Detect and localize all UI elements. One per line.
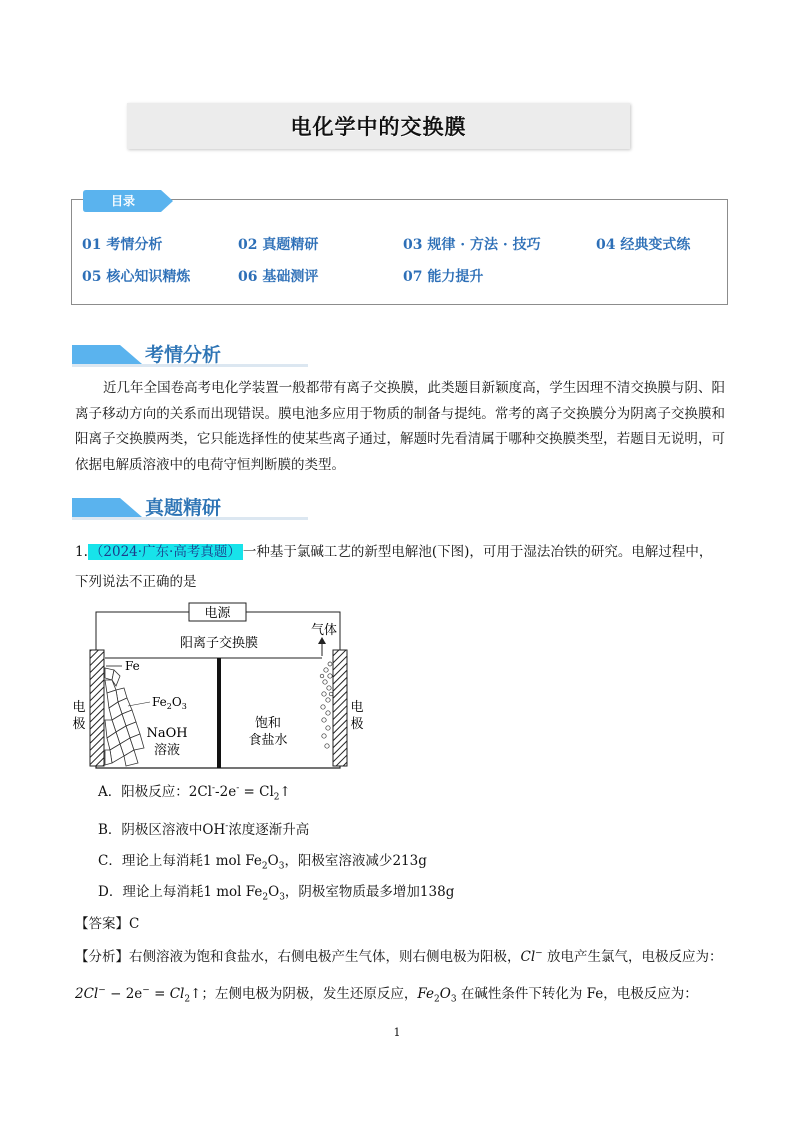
diagram-brine-label-1: 饱和 xyxy=(254,716,282,731)
question-stem: 一种基于氯碱工艺的新型电解池(下图)，可用于湿法冶铁的研究。电解过程中， xyxy=(242,544,713,560)
toc-item-4[interactable]: 04 经典变式练 xyxy=(596,237,691,253)
question-number: 1. xyxy=(75,544,88,560)
toc-item-6[interactable]: 06 基础测评 xyxy=(238,269,319,285)
section-title-analysis: 考情分析 xyxy=(145,344,222,366)
toc-item-1[interactable]: 01 考情分析 xyxy=(82,237,163,253)
answer-line xyxy=(75,912,139,932)
option-c[interactable]: C．理论上每消耗1 mol $Fe_2O_3$，阳极室溶液减少213g xyxy=(98,853,427,872)
section-title-exam: 真题精研 xyxy=(145,497,222,519)
page-title: 电化学中的交换膜 xyxy=(290,115,467,139)
diagram-right-electrode-label-1: 电 xyxy=(350,700,364,715)
diagram-fe2o3-label: $Fe_2O_3$ xyxy=(152,695,187,711)
diagram-naoh-solution-label: 溶液 xyxy=(153,743,181,758)
toc-item-3[interactable]: 03 规律 · 方法 · 技巧 xyxy=(403,237,541,253)
analysis-label: 【分析】 xyxy=(75,949,129,965)
diagram-gas-label: 气体 xyxy=(310,623,338,638)
diagram-power-label: 电源 xyxy=(204,606,231,621)
question-stem-line-1 xyxy=(75,540,712,560)
toc-item-2[interactable]: 02 真题精研 xyxy=(238,237,319,253)
option-a[interactable]: A．阳极反应：$2Cl^--2e^- = Cl_2↑$ xyxy=(98,783,291,803)
diagram-naoh-label: NaOH xyxy=(146,726,188,741)
toc-tag-label: 目录 xyxy=(110,194,135,208)
diagram-right-electrode-label-2: 极 xyxy=(350,717,364,732)
analysis-paragraph: 近几年全国卷高考电化学装置一般都带有离子交换膜，此类题目新颖度高，学生因理不清交换膜与阴、阳离子移动方向的关系而出现错误。膜电池多应用于物质的制备与提纯。常考的离子交换膜分为阴离子交换膜和阳离子交换膜两类，它只能选择性的使某些离子通过，解题时先看清属于哪种交换膜类型，若题目无说明，可依据电解质溶液中的电荷守恒判断膜的类型。 xyxy=(75,380,725,473)
diagram-brine-label-2: 食盐水 xyxy=(248,733,288,748)
toc-item-7[interactable]: 07 能力提升 xyxy=(403,269,484,285)
title-banner xyxy=(127,103,630,149)
diagram-fe-label: Fe xyxy=(125,659,140,673)
question-source-tag[interactable]: （2024·广东·高考真题） xyxy=(89,544,241,560)
electrolysis-cell-diagram xyxy=(72,598,362,773)
answer-value: C xyxy=(129,916,140,932)
option-b[interactable]: B．阴极区溶液中OH-浓度逐渐升高 xyxy=(98,821,310,838)
option-d[interactable]: D．理论上每消耗1 mol $Fe_2O_3$，阴极室物质最多增加138g xyxy=(98,884,455,903)
diagram-left-electrode-label-2: 极 xyxy=(72,717,86,732)
question-stem-line-2: 下列说法不正确的是 xyxy=(75,574,197,590)
toc-item-5[interactable]: 05 核心知识精炼 xyxy=(82,269,191,285)
answer-label: 【答案】 xyxy=(75,916,129,932)
page-number: 1 xyxy=(393,1026,401,1039)
diagram-membrane-label: 阳离子交换膜 xyxy=(179,636,259,651)
analysis-line-2: $2Cl^- - 2e^- = Cl_2↑$；左侧电极为阴极，发生还原反应，$Fe_2O_3$ 在碱性条件下转化为 Fe，电极反应为： xyxy=(75,985,698,1005)
diagram-left-electrode-label-1: 电 xyxy=(72,700,86,715)
analysis-line-1: 【分析】右侧溶液为饱和食盐水，右侧电极产生气体，则右侧电极为阳极，Cl− 放电产生氯气，电极反应为： xyxy=(75,948,723,965)
